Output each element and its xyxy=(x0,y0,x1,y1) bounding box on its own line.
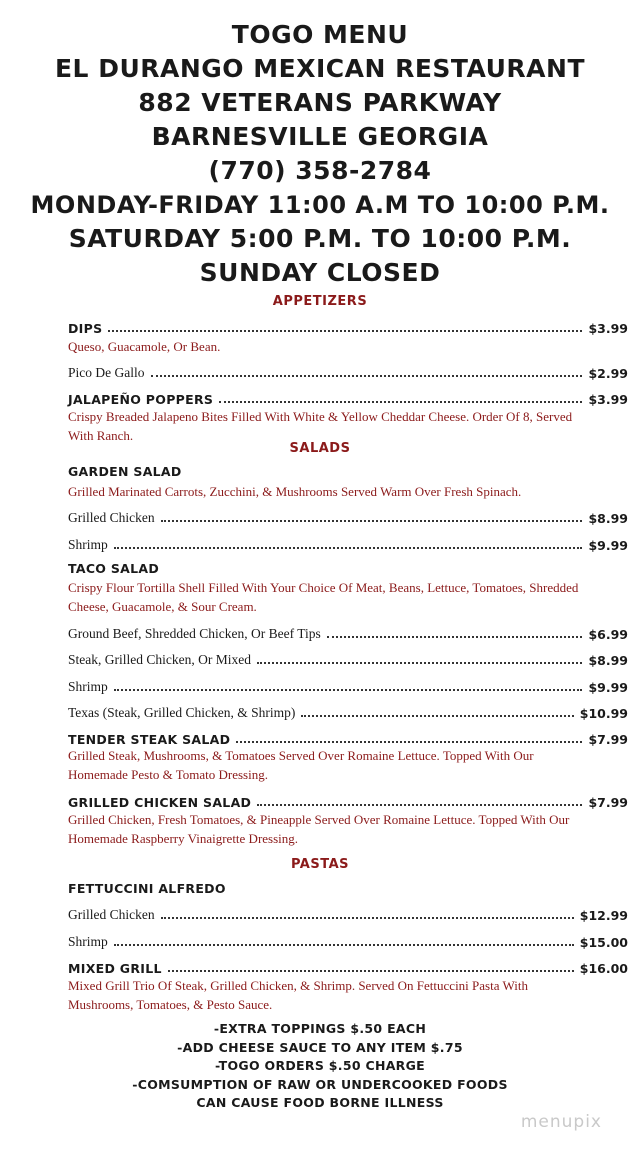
dot-leader xyxy=(219,401,582,403)
item-description: Crispy Flour Tortilla Shell Filled With Your Choice Of Meat, Beans, Lettuce, Tomatoes, Shredded Cheese, Guacamole, & Sour Cream. xyxy=(68,580,579,614)
dot-leader xyxy=(161,917,574,919)
item-description: Grilled Steak, Mushrooms, & Tomatoes Served Over Romaine Lettuce. Topped With Our Homemade Pesto & Tomato Dressing. xyxy=(68,748,534,782)
item-name: DIPS xyxy=(68,321,103,336)
menu-header xyxy=(0,18,640,290)
menu-item-tender-steak-salad xyxy=(68,727,628,747)
item-title-fettuccini-alfredo: FETTUCCINI ALFREDO xyxy=(68,881,226,896)
street-address: 882 VETERANS PARKWAY xyxy=(138,88,502,117)
menu-item-dips xyxy=(68,316,628,336)
hours-saturday: SATURDAY 5:00 P.M. TO 10:00 P.M. xyxy=(68,224,572,253)
item-price: $16.00 xyxy=(579,961,628,976)
menu-item-mixed-grill xyxy=(68,956,628,976)
item-name: Shrimp xyxy=(68,934,108,949)
menu-item-pico-de-gallo xyxy=(68,361,628,381)
dot-leader xyxy=(168,970,574,972)
dot-leader xyxy=(327,636,583,638)
item-price: $10.99 xyxy=(579,706,628,721)
menu-item-garden-grilled-chicken xyxy=(68,506,628,526)
item-price: $2.99 xyxy=(588,366,628,381)
dot-leader xyxy=(301,715,573,717)
menu-item-garden-shrimp xyxy=(68,533,628,553)
menu-title: TOGO MENU xyxy=(231,20,409,49)
item-name: Steak, Grilled Chicken, Or Mixed xyxy=(68,652,251,667)
item-name: TENDER STEAK SALAD xyxy=(68,732,231,747)
item-price: $8.99 xyxy=(588,511,628,526)
note-raw-food-warning: -COMSUMPTION OF RAW OR UNDERCOOKED FOODS xyxy=(132,1076,508,1092)
item-name: Ground Beef, Shredded Chicken, Or Beef Tips xyxy=(68,626,321,641)
menu-item-taco-ground-beef xyxy=(68,622,628,642)
city-state: BARNESVILLE GEORGIA xyxy=(151,122,489,151)
item-name: Shrimp xyxy=(68,537,108,552)
dot-leader xyxy=(236,741,582,743)
menu-item-grilled-chicken-salad xyxy=(68,790,628,810)
item-name: Shrimp xyxy=(68,679,108,694)
note-togo-charge: -TOGO ORDERS $.50 CHARGE xyxy=(214,1058,425,1073)
item-price: $9.99 xyxy=(588,538,628,553)
item-name: Texas (Steak, Grilled Chicken, & Shrimp) xyxy=(68,705,296,720)
item-price: $7.99 xyxy=(588,795,628,810)
item-description: Mixed Grill Trio Of Steak, Grilled Chicken, & Shrimp. Served On Fettuccini Pasta With Mushrooms, Tomatoes, & Pesto Sauce. xyxy=(68,978,528,1012)
item-price: $6.99 xyxy=(588,627,628,642)
menu-item-fettuccini-grilled-chicken xyxy=(68,903,628,923)
menu-item-taco-texas xyxy=(68,701,628,721)
item-name: MIXED GRILL xyxy=(68,961,162,976)
item-description: Crispy Breaded Jalapeno Bites Filled With White & Yellow Cheddar Cheese. Order Of 8, Served With Ranch. xyxy=(68,409,573,443)
dot-leader xyxy=(114,944,574,946)
item-name: Grilled Chicken xyxy=(68,907,155,922)
phone-number: (770) 358-2784 xyxy=(208,156,432,185)
item-description: Queso, Guacamole, Or Bean. xyxy=(68,339,221,354)
item-price: $3.99 xyxy=(588,392,628,407)
dot-leader xyxy=(108,330,582,332)
dot-leader xyxy=(257,804,582,806)
item-name: JALAPEÑO POPPERS xyxy=(68,392,214,407)
dot-leader xyxy=(114,547,583,549)
item-price: $3.99 xyxy=(588,321,628,336)
item-description: Grilled Marinated Carrots, Zucchini, & Mushrooms Served Warm Over Fresh Spinach. xyxy=(68,484,522,499)
item-title-garden-salad: GARDEN SALAD xyxy=(68,464,182,479)
item-price: $9.99 xyxy=(588,680,628,695)
restaurant-name: EL DURANGO MEXICAN RESTAURANT xyxy=(54,54,585,83)
section-heading-salads: SALADS xyxy=(289,441,351,456)
item-price: $12.99 xyxy=(579,908,628,923)
item-price: $7.99 xyxy=(588,732,628,747)
dot-leader xyxy=(257,662,582,664)
item-description: Grilled Chicken, Fresh Tomatoes, & Pineapple Served Over Romaine Lettuce. Topped With Our Homemade Raspberry Vinaigrette Dressing. xyxy=(68,812,570,846)
item-name: GRILLED CHICKEN SALAD xyxy=(68,795,252,810)
menu-item-taco-steak xyxy=(68,648,628,668)
note-extra-toppings: -EXTRA TOPPINGS $.50 EACH xyxy=(213,1021,427,1036)
section-heading-pastas: PASTAS xyxy=(290,857,350,872)
item-price: $8.99 xyxy=(588,653,628,668)
item-title-taco-salad: TACO SALAD xyxy=(68,561,160,576)
menu-item-jalapeno-poppers xyxy=(68,387,628,407)
hours-weekday: MONDAY-FRIDAY 11:00 A.M TO 10:00 P.M. xyxy=(30,191,610,219)
item-price: $15.00 xyxy=(579,935,628,950)
dot-leader xyxy=(151,375,583,377)
item-name: Pico De Gallo xyxy=(68,365,145,380)
menupix-watermark: menupix xyxy=(520,1112,602,1132)
section-heading-appetizers: APPETIZERS xyxy=(272,294,368,309)
dot-leader xyxy=(114,689,583,691)
hours-sunday: SUNDAY CLOSED xyxy=(199,258,441,287)
note-raw-food-warning-cont: CAN CAUSE FOOD BORNE ILLNESS xyxy=(196,1095,444,1110)
menu-item-fettuccini-shrimp xyxy=(68,930,628,950)
item-name: Grilled Chicken xyxy=(68,510,155,525)
note-cheese-sauce: -ADD CHEESE SAUCE TO ANY ITEM $.75 xyxy=(177,1039,463,1055)
menu-item-taco-shrimp xyxy=(68,675,628,695)
dot-leader xyxy=(161,520,583,522)
menu-footer-notes xyxy=(0,1020,640,1113)
